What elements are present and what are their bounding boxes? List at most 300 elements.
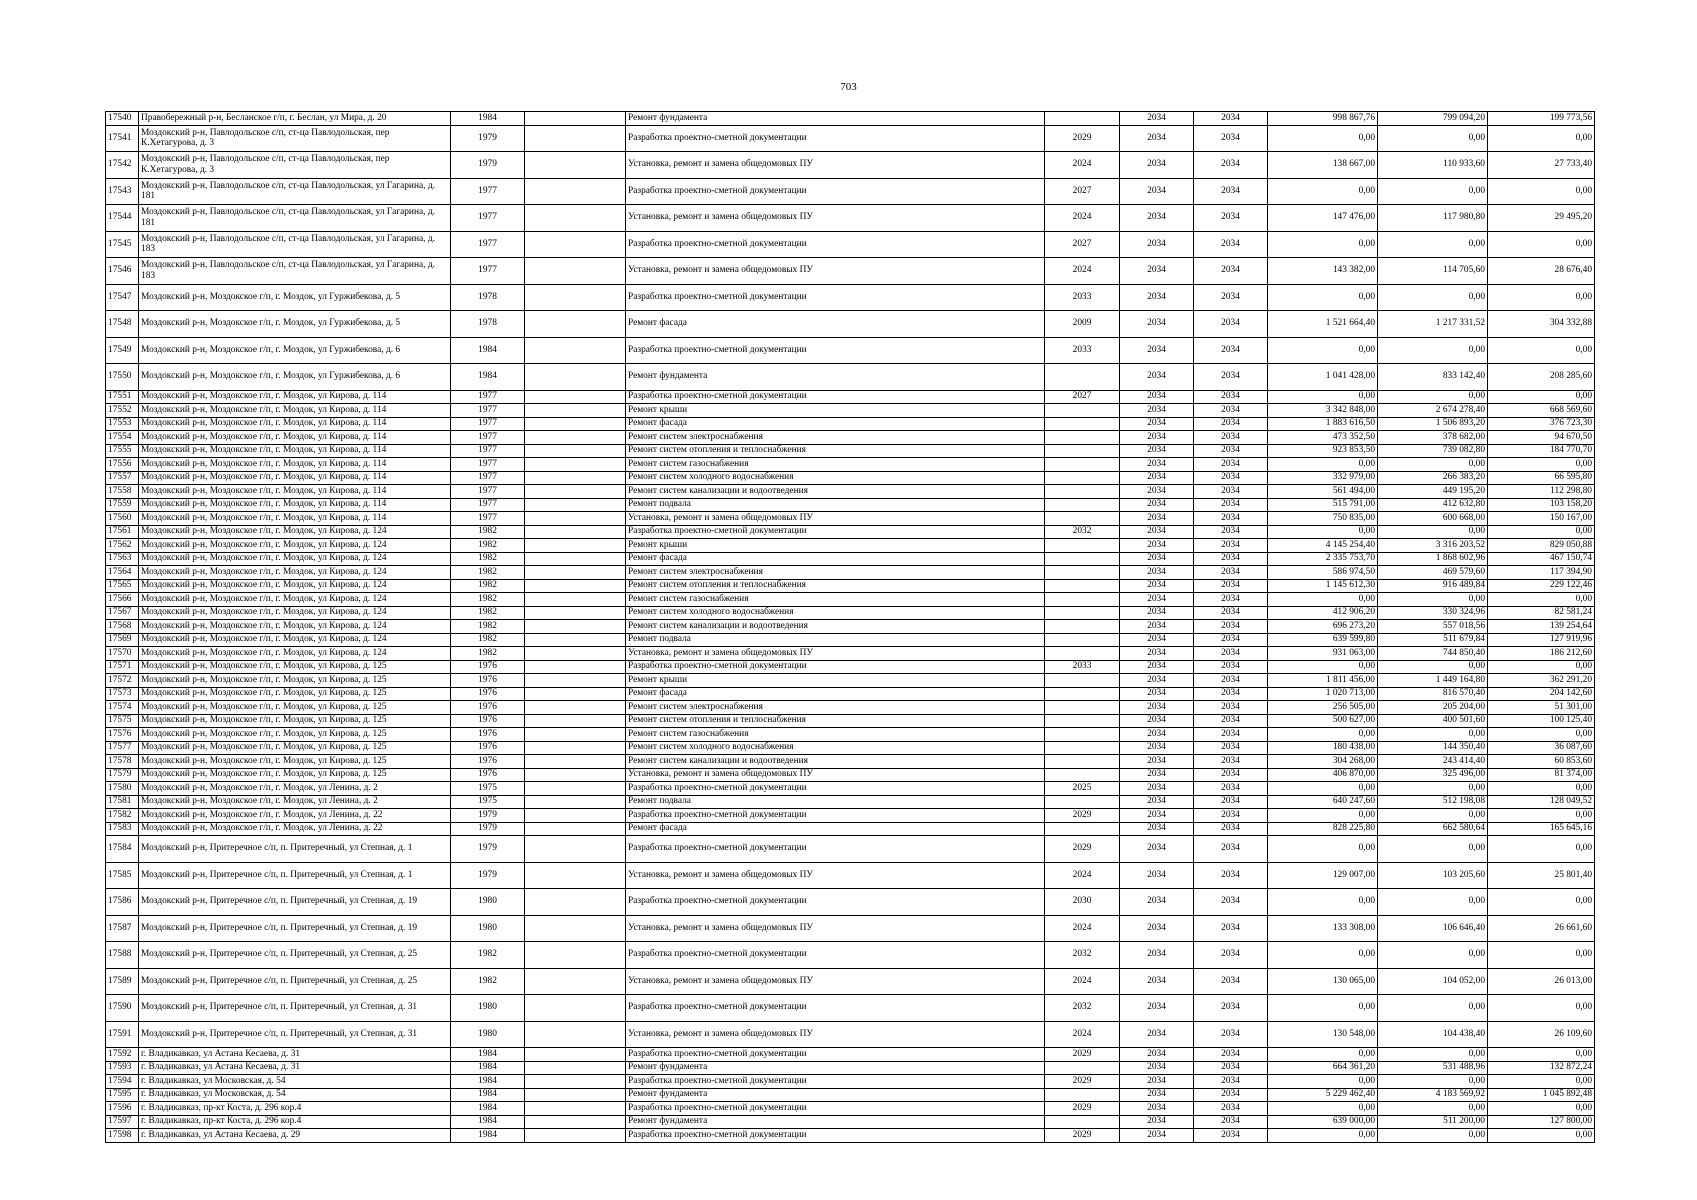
empty-cell: [525, 417, 626, 431]
empty-cell: [525, 364, 626, 391]
table-row: [106, 1075, 1595, 1089]
fund-share-cell: 3 316 203,52: [1378, 539, 1488, 553]
other-share-cell: 25 801,40: [1488, 862, 1595, 889]
planned-year-cell: 2027: [1045, 178, 1120, 205]
other-share-cell: 117 394,90: [1488, 566, 1595, 580]
planned-year-cell: [1045, 417, 1120, 431]
other-share-cell: 0,00: [1488, 231, 1595, 258]
total-cost-cell: 0,00: [1268, 525, 1378, 539]
work-type-cell: Ремонт систем электроснабжения: [626, 701, 1045, 715]
other-share-cell: 0,00: [1488, 782, 1595, 796]
row-number: 17548: [106, 311, 139, 338]
fund-share-cell: 0,00: [1378, 995, 1488, 1022]
address-cell: Моздокский р-н, Моздокское г/п, г. Моздок, ул Кирова, д. 125: [139, 660, 451, 674]
empty-cell: [525, 862, 626, 889]
table-row: [106, 458, 1595, 472]
address-cell: г. Владикавказ, ул Московская, д. 54: [139, 1088, 451, 1102]
fund-share-cell: 0,00: [1378, 125, 1488, 152]
start-year-cell: 2034: [1120, 178, 1194, 205]
other-share-cell: 668 569,60: [1488, 404, 1595, 418]
row-number: 17553: [106, 417, 139, 431]
total-cost-cell: 4 145 254,40: [1268, 539, 1378, 553]
work-type-cell: Установка, ремонт и замена общедомовых ПУ: [626, 258, 1045, 285]
build-year-cell: 1982: [451, 539, 525, 553]
fund-share-cell: 104 438,40: [1378, 1021, 1488, 1048]
fund-share-cell: 469 579,60: [1378, 566, 1488, 580]
table-row: [106, 471, 1595, 485]
planned-year-cell: 2032: [1045, 995, 1120, 1022]
table-row: [106, 889, 1595, 916]
work-type-cell: Разработка проектно-сметной документации: [626, 942, 1045, 969]
build-year-cell: 1982: [451, 566, 525, 580]
address-cell: Моздокский р-н, Моздокское г/п, г. Моздок, ул Кирова, д. 114: [139, 431, 451, 445]
planned-year-cell: 2033: [1045, 284, 1120, 311]
address-cell: Моздокский р-н, Моздокское г/п, г. Моздок, ул Кирова, д. 125: [139, 714, 451, 728]
end-year-cell: 2034: [1194, 822, 1268, 836]
table-row: [106, 205, 1595, 232]
build-year-cell: 1978: [451, 284, 525, 311]
end-year-cell: 2034: [1194, 566, 1268, 580]
total-cost-cell: 130 065,00: [1268, 968, 1378, 995]
total-cost-cell: 750 835,00: [1268, 512, 1378, 526]
empty-cell: [525, 915, 626, 942]
start-year-cell: 2034: [1120, 822, 1194, 836]
total-cost-cell: 0,00: [1268, 178, 1378, 205]
work-type-cell: Ремонт систем холодного водоснабжения: [626, 471, 1045, 485]
fund-share-cell: 1 506 893,20: [1378, 417, 1488, 431]
total-cost-cell: 256 505,00: [1268, 701, 1378, 715]
total-cost-cell: 0,00: [1268, 942, 1378, 969]
empty-cell: [525, 836, 626, 863]
end-year-cell: 2034: [1194, 620, 1268, 634]
end-year-cell: 2034: [1194, 915, 1268, 942]
build-year-cell: 1979: [451, 809, 525, 823]
table-row: [106, 1088, 1595, 1102]
end-year-cell: 2034: [1194, 1021, 1268, 1048]
table-row: [106, 741, 1595, 755]
table-row: [106, 687, 1595, 701]
start-year-cell: 2034: [1120, 728, 1194, 742]
start-year-cell: 2034: [1120, 1115, 1194, 1129]
row-number: 17545: [106, 231, 139, 258]
fund-share-cell: 0,00: [1378, 728, 1488, 742]
end-year-cell: 2034: [1194, 431, 1268, 445]
end-year-cell: 2034: [1194, 593, 1268, 607]
row-number: 17596: [106, 1102, 139, 1116]
fund-share-cell: 0,00: [1378, 889, 1488, 916]
work-type-cell: Установка, ремонт и замена общедомовых ПУ: [626, 205, 1045, 232]
work-type-cell: Разработка проектно-сметной документации: [626, 125, 1045, 152]
start-year-cell: 2034: [1120, 566, 1194, 580]
row-number: 17586: [106, 889, 139, 916]
total-cost-cell: 664 361,20: [1268, 1061, 1378, 1075]
work-type-cell: Разработка проектно-сметной документации: [626, 995, 1045, 1022]
total-cost-cell: 1 521 664,40: [1268, 311, 1378, 338]
fund-share-cell: 378 682,00: [1378, 431, 1488, 445]
fund-share-cell: 325 496,00: [1378, 768, 1488, 782]
total-cost-cell: 3 342 848,00: [1268, 404, 1378, 418]
build-year-cell: 1979: [451, 862, 525, 889]
work-type-cell: Установка, ремонт и замена общедомовых ПУ: [626, 512, 1045, 526]
address-cell: Моздокский р-н, Притеречное с/п, п. Притеречный, ул Степная, д. 25: [139, 942, 451, 969]
other-share-cell: 229 122,46: [1488, 579, 1595, 593]
table-row: [106, 782, 1595, 796]
empty-cell: [525, 404, 626, 418]
build-year-cell: 1984: [451, 337, 525, 364]
planned-year-cell: 2024: [1045, 915, 1120, 942]
table-row: [106, 444, 1595, 458]
total-cost-cell: 1 883 616,50: [1268, 417, 1378, 431]
end-year-cell: 2034: [1194, 390, 1268, 404]
table-row: [106, 431, 1595, 445]
end-year-cell: 2034: [1194, 337, 1268, 364]
build-year-cell: 1977: [451, 417, 525, 431]
empty-cell: [525, 231, 626, 258]
work-type-cell: Ремонт систем газоснабжения: [626, 593, 1045, 607]
fund-share-cell: 0,00: [1378, 1102, 1488, 1116]
start-year-cell: 2034: [1120, 485, 1194, 499]
end-year-cell: 2034: [1194, 660, 1268, 674]
address-cell: Моздокский р-н, Притеречное с/п, п. Притеречный, ул Степная, д. 1: [139, 862, 451, 889]
total-cost-cell: 180 438,00: [1268, 741, 1378, 755]
planned-year-cell: [1045, 1061, 1120, 1075]
planned-year-cell: 2029: [1045, 1048, 1120, 1062]
build-year-cell: 1977: [451, 390, 525, 404]
table-row: [106, 862, 1595, 889]
other-share-cell: 0,00: [1488, 390, 1595, 404]
other-share-cell: 0,00: [1488, 942, 1595, 969]
address-cell: Моздокский р-н, Моздокское г/п, г. Моздок, ул Ленина, д. 22: [139, 809, 451, 823]
total-cost-cell: 1 041 428,00: [1268, 364, 1378, 391]
empty-cell: [525, 539, 626, 553]
end-year-cell: 2034: [1194, 995, 1268, 1022]
end-year-cell: 2034: [1194, 364, 1268, 391]
work-type-cell: Разработка проектно-сметной документации: [626, 1048, 1045, 1062]
start-year-cell: 2034: [1120, 525, 1194, 539]
other-share-cell: 1 045 892,48: [1488, 1088, 1595, 1102]
total-cost-cell: 0,00: [1268, 728, 1378, 742]
work-type-cell: Ремонт фасада: [626, 311, 1045, 338]
start-year-cell: 2034: [1120, 579, 1194, 593]
row-number: 17573: [106, 687, 139, 701]
start-year-cell: 2034: [1120, 755, 1194, 769]
start-year-cell: 2034: [1120, 125, 1194, 152]
start-year-cell: 2034: [1120, 311, 1194, 338]
planned-year-cell: [1045, 714, 1120, 728]
planned-year-cell: [1045, 444, 1120, 458]
start-year-cell: 2034: [1120, 1075, 1194, 1089]
total-cost-cell: 0,00: [1268, 889, 1378, 916]
planned-year-cell: [1045, 741, 1120, 755]
build-year-cell: 1982: [451, 525, 525, 539]
address-cell: Моздокский р-н, Моздокское г/п, г. Моздок, ул Кирова, д. 124: [139, 647, 451, 661]
table-row: [106, 498, 1595, 512]
empty-cell: [525, 782, 626, 796]
empty-cell: [525, 525, 626, 539]
table-row: [106, 701, 1595, 715]
planned-year-cell: 2024: [1045, 205, 1120, 232]
address-cell: Моздокский р-н, Моздокское г/п, г. Моздок, ул Ленина, д. 2: [139, 782, 451, 796]
other-share-cell: 103 158,20: [1488, 498, 1595, 512]
start-year-cell: 2034: [1120, 968, 1194, 995]
work-type-cell: Ремонт систем отопления и теплоснабжения: [626, 714, 1045, 728]
empty-cell: [525, 1061, 626, 1075]
other-share-cell: 204 142,60: [1488, 687, 1595, 701]
empty-cell: [525, 444, 626, 458]
table-row: [106, 633, 1595, 647]
empty-cell: [525, 258, 626, 285]
table-row: [106, 112, 1595, 126]
build-year-cell: 1984: [451, 1048, 525, 1062]
empty-cell: [525, 674, 626, 688]
work-type-cell: Разработка проектно-сметной документации: [626, 1102, 1045, 1116]
fund-share-cell: 330 324,96: [1378, 606, 1488, 620]
row-number: 17597: [106, 1115, 139, 1129]
start-year-cell: 2034: [1120, 660, 1194, 674]
start-year-cell: 2034: [1120, 1129, 1194, 1143]
total-cost-cell: 412 906,20: [1268, 606, 1378, 620]
work-type-cell: Ремонт систем холодного водоснабжения: [626, 741, 1045, 755]
work-type-cell: Ремонт подвала: [626, 498, 1045, 512]
build-year-cell: 1982: [451, 579, 525, 593]
planned-year-cell: [1045, 579, 1120, 593]
row-number: 17589: [106, 968, 139, 995]
build-year-cell: 1982: [451, 606, 525, 620]
build-year-cell: 1976: [451, 741, 525, 755]
planned-year-cell: [1045, 795, 1120, 809]
end-year-cell: 2034: [1194, 809, 1268, 823]
empty-cell: [525, 512, 626, 526]
address-cell: Моздокский р-н, Моздокское г/п, г. Моздок, ул Кирова, д. 124: [139, 606, 451, 620]
planned-year-cell: [1045, 404, 1120, 418]
row-number: 17549: [106, 337, 139, 364]
fund-share-cell: 243 414,40: [1378, 755, 1488, 769]
row-number: 17542: [106, 152, 139, 179]
end-year-cell: 2034: [1194, 311, 1268, 338]
work-type-cell: Разработка проектно-сметной документации: [626, 782, 1045, 796]
address-cell: Моздокский р-н, Моздокское г/п, г. Моздок, ул Кирова, д. 114: [139, 498, 451, 512]
planned-year-cell: [1045, 633, 1120, 647]
build-year-cell: 1977: [451, 404, 525, 418]
fund-share-cell: 0,00: [1378, 458, 1488, 472]
work-type-cell: Разработка проектно-сметной документации: [626, 284, 1045, 311]
row-number: 17580: [106, 782, 139, 796]
work-type-cell: Разработка проектно-сметной документации: [626, 1075, 1045, 1089]
total-cost-cell: 0,00: [1268, 1129, 1378, 1143]
end-year-cell: 2034: [1194, 498, 1268, 512]
build-year-cell: 1980: [451, 995, 525, 1022]
total-cost-cell: 143 382,00: [1268, 258, 1378, 285]
other-share-cell: 0,00: [1488, 660, 1595, 674]
total-cost-cell: 0,00: [1268, 995, 1378, 1022]
other-share-cell: 0,00: [1488, 525, 1595, 539]
end-year-cell: 2034: [1194, 178, 1268, 205]
start-year-cell: 2034: [1120, 152, 1194, 179]
row-number: 17569: [106, 633, 139, 647]
planned-year-cell: [1045, 1088, 1120, 1102]
build-year-cell: 1978: [451, 311, 525, 338]
row-number: 17588: [106, 942, 139, 969]
empty-cell: [525, 552, 626, 566]
other-share-cell: 467 150,74: [1488, 552, 1595, 566]
start-year-cell: 2034: [1120, 915, 1194, 942]
other-share-cell: 0,00: [1488, 337, 1595, 364]
other-share-cell: 0,00: [1488, 593, 1595, 607]
other-share-cell: 28 676,40: [1488, 258, 1595, 285]
empty-cell: [525, 714, 626, 728]
fund-share-cell: 0,00: [1378, 593, 1488, 607]
start-year-cell: 2034: [1120, 782, 1194, 796]
table-row: [106, 390, 1595, 404]
row-number: 17590: [106, 995, 139, 1022]
other-share-cell: 208 285,60: [1488, 364, 1595, 391]
row-number: 17546: [106, 258, 139, 285]
total-cost-cell: 0,00: [1268, 125, 1378, 152]
start-year-cell: 2034: [1120, 647, 1194, 661]
planned-year-cell: [1045, 498, 1120, 512]
table-row: [106, 620, 1595, 634]
start-year-cell: 2034: [1120, 552, 1194, 566]
fund-share-cell: 511 679,84: [1378, 633, 1488, 647]
other-share-cell: 0,00: [1488, 1075, 1595, 1089]
fund-share-cell: 0,00: [1378, 284, 1488, 311]
address-cell: Моздокский р-н, Притеречное с/п, п. Притеречный, ул Степная, д. 31: [139, 1021, 451, 1048]
other-share-cell: 304 332,88: [1488, 311, 1595, 338]
empty-cell: [525, 498, 626, 512]
build-year-cell: 1980: [451, 915, 525, 942]
empty-cell: [525, 1048, 626, 1062]
empty-cell: [525, 701, 626, 715]
total-cost-cell: 639 000,00: [1268, 1115, 1378, 1129]
planned-year-cell: [1045, 471, 1120, 485]
build-year-cell: 1977: [451, 512, 525, 526]
fund-share-cell: 449 195,20: [1378, 485, 1488, 499]
row-number: 17587: [106, 915, 139, 942]
address-cell: Моздокский р-н, Притеречное с/п, п. Притеречный, ул Степная, д. 1: [139, 836, 451, 863]
fund-share-cell: 0,00: [1378, 525, 1488, 539]
start-year-cell: 2034: [1120, 768, 1194, 782]
start-year-cell: 2034: [1120, 593, 1194, 607]
build-year-cell: 1979: [451, 836, 525, 863]
empty-cell: [525, 889, 626, 916]
build-year-cell: 1975: [451, 782, 525, 796]
fund-share-cell: 266 383,20: [1378, 471, 1488, 485]
work-type-cell: Ремонт фасада: [626, 417, 1045, 431]
work-type-cell: Установка, ремонт и замена общедомовых ПУ: [626, 968, 1045, 995]
row-number: 17570: [106, 647, 139, 661]
planned-year-cell: 2027: [1045, 390, 1120, 404]
row-number: 17540: [106, 112, 139, 126]
row-number: 17552: [106, 404, 139, 418]
planned-year-cell: 2029: [1045, 836, 1120, 863]
table-row: [106, 995, 1595, 1022]
start-year-cell: 2034: [1120, 284, 1194, 311]
start-year-cell: 2034: [1120, 809, 1194, 823]
fund-share-cell: 1 868 602,96: [1378, 552, 1488, 566]
work-type-cell: Установка, ремонт и замена общедомовых ПУ: [626, 647, 1045, 661]
end-year-cell: 2034: [1194, 152, 1268, 179]
planned-year-cell: [1045, 647, 1120, 661]
address-cell: Моздокский р-н, Моздокское г/п, г. Моздок, ул Кирова, д. 124: [139, 593, 451, 607]
fund-share-cell: 744 850,40: [1378, 647, 1488, 661]
end-year-cell: 2034: [1194, 728, 1268, 742]
build-year-cell: 1977: [451, 485, 525, 499]
address-cell: Моздокский р-н, Притеречное с/п, п. Притеречный, ул Степная, д. 19: [139, 889, 451, 916]
build-year-cell: 1977: [451, 231, 525, 258]
row-number: 17567: [106, 606, 139, 620]
total-cost-cell: 639 599,80: [1268, 633, 1378, 647]
empty-cell: [525, 968, 626, 995]
address-cell: Моздокский р-н, Притеречное с/п, п. Притеречный, ул Степная, д. 25: [139, 968, 451, 995]
other-share-cell: 0,00: [1488, 995, 1595, 1022]
build-year-cell: 1977: [451, 431, 525, 445]
table-row: [106, 795, 1595, 809]
row-number: 17577: [106, 741, 139, 755]
planned-year-cell: 2030: [1045, 889, 1120, 916]
total-cost-cell: 500 627,00: [1268, 714, 1378, 728]
other-share-cell: 94 670,50: [1488, 431, 1595, 445]
fund-share-cell: 0,00: [1378, 178, 1488, 205]
fund-share-cell: 117 980,80: [1378, 205, 1488, 232]
other-share-cell: 362 291,20: [1488, 674, 1595, 688]
table-row: [106, 968, 1595, 995]
build-year-cell: 1977: [451, 258, 525, 285]
address-cell: Моздокский р-н, Моздокское г/п, г. Моздок, ул Кирова, д. 114: [139, 512, 451, 526]
other-share-cell: 127 919,96: [1488, 633, 1595, 647]
work-type-cell: Разработка проектно-сметной документации: [626, 660, 1045, 674]
fund-share-cell: 205 204,00: [1378, 701, 1488, 715]
row-number: 17543: [106, 178, 139, 205]
planned-year-cell: 2029: [1045, 125, 1120, 152]
planned-year-cell: 2025: [1045, 782, 1120, 796]
row-number: 17544: [106, 205, 139, 232]
empty-cell: [525, 431, 626, 445]
row-number: 17563: [106, 552, 139, 566]
work-type-cell: Ремонт систем газоснабжения: [626, 728, 1045, 742]
end-year-cell: 2034: [1194, 795, 1268, 809]
build-year-cell: 1976: [451, 660, 525, 674]
total-cost-cell: 1 145 612,30: [1268, 579, 1378, 593]
row-number: 17593: [106, 1061, 139, 1075]
address-cell: Моздокский р-н, Павлодольское с/п, ст-ца Павлодольская, пер К.Хетагурова, д. 3: [139, 125, 451, 152]
end-year-cell: 2034: [1194, 674, 1268, 688]
work-type-cell: Ремонт фундамента: [626, 112, 1045, 126]
build-year-cell: 1982: [451, 552, 525, 566]
total-cost-cell: 0,00: [1268, 593, 1378, 607]
planned-year-cell: 2024: [1045, 258, 1120, 285]
planned-year-cell: [1045, 485, 1120, 499]
row-number: 17591: [106, 1021, 139, 1048]
total-cost-cell: 1 020 713,00: [1268, 687, 1378, 701]
end-year-cell: 2034: [1194, 687, 1268, 701]
address-cell: Моздокский р-н, Моздокское г/п, г. Моздок, ул Кирова, д. 124: [139, 579, 451, 593]
table-row: [106, 579, 1595, 593]
start-year-cell: 2034: [1120, 1102, 1194, 1116]
end-year-cell: 2034: [1194, 1061, 1268, 1075]
total-cost-cell: 147 476,00: [1268, 205, 1378, 232]
row-number: 17561: [106, 525, 139, 539]
table-row: [106, 525, 1595, 539]
other-share-cell: 0,00: [1488, 1048, 1595, 1062]
other-share-cell: 82 581,24: [1488, 606, 1595, 620]
fund-share-cell: 531 488,96: [1378, 1061, 1488, 1075]
fund-share-cell: 2 674 278,40: [1378, 404, 1488, 418]
planned-year-cell: [1045, 822, 1120, 836]
total-cost-cell: 828 225,80: [1268, 822, 1378, 836]
start-year-cell: 2034: [1120, 390, 1194, 404]
row-number: 17551: [106, 390, 139, 404]
row-number: 17584: [106, 836, 139, 863]
